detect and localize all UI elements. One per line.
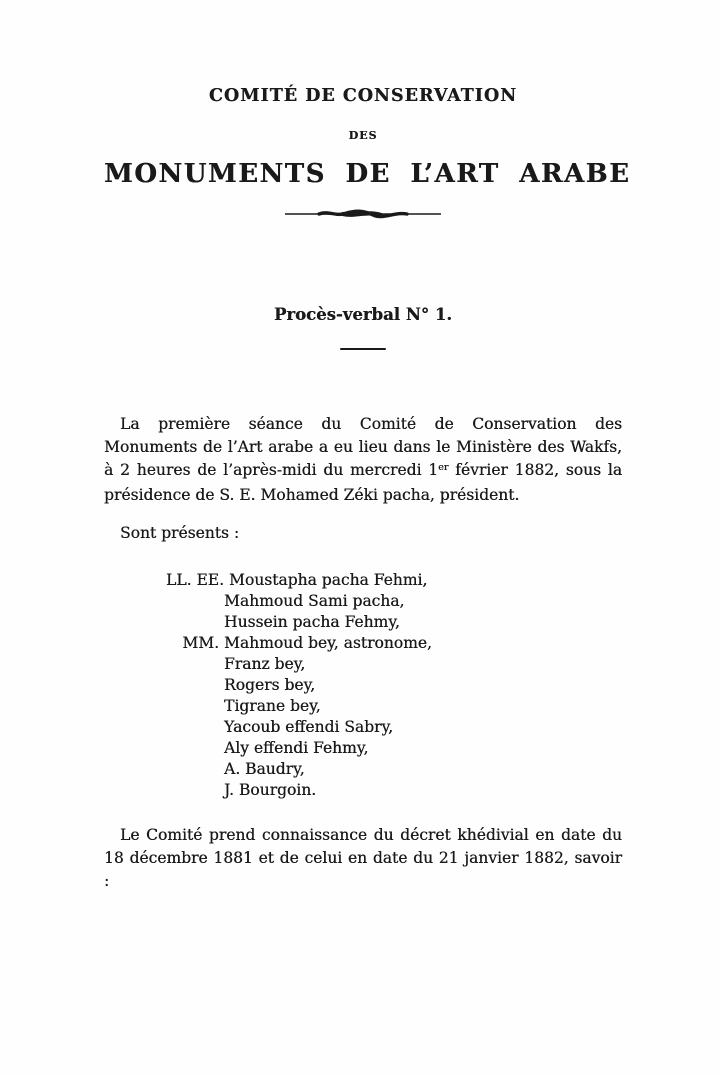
section-divider [340, 348, 386, 350]
document-header [104, 86, 631, 221]
attendee-name: Rogers bey, [224, 675, 316, 694]
section-title: Procès-verbal N° 1. [273, 305, 453, 325]
attendee-name: Moustapha pacha Fehmi, [229, 570, 428, 589]
attendee-name: J. Bourgoin. [224, 780, 317, 799]
attendee-prefix [166, 738, 224, 759]
committee-title-main: MONUMENTS DE L’ART ARABE [104, 158, 631, 189]
attendees-list [104, 570, 622, 801]
attendee-row [166, 780, 622, 801]
ornamental-rule-icon [283, 205, 443, 221]
attendee-prefix: MM. [182, 633, 219, 652]
attendee-row [166, 675, 622, 696]
attendee-prefix [166, 654, 224, 675]
attendee-name: Mahmoud bey, astronome, [224, 633, 432, 652]
opening-paragraph [104, 413, 622, 507]
attendee-name: Hussein pacha Fehmy, [224, 612, 400, 631]
attendee-name: Yacoub effendi Sabry, [224, 717, 394, 736]
attendee-prefix [166, 717, 224, 738]
attendee-row [166, 717, 622, 738]
attendee-name: Franz bey, [224, 654, 306, 673]
attendee-row [166, 612, 622, 633]
ornamental-divider [104, 205, 622, 221]
attendee-prefix [166, 675, 224, 696]
attendee-row [166, 570, 622, 591]
attendee-name: Mahmoud Sami pacha, [224, 591, 405, 610]
section-head [104, 307, 622, 350]
committee-title-des: DES [348, 128, 378, 142]
ordinal-superscript: er [438, 462, 449, 474]
closing-paragraph: Le Comité prend connaissance du décret khédivial en date du 18 décembre 1881 et de celui en date du 21 janvier 1882, savoir : [104, 825, 622, 890]
attendee-row [166, 759, 622, 780]
attendee-row [166, 696, 622, 717]
attendee-row [166, 738, 622, 759]
attendee-row [166, 654, 622, 675]
attendee-name: Tigrane bey, [224, 696, 321, 715]
attendee-prefix: LL. EE. [166, 570, 224, 589]
attendee-name: Aly effendi Fehmy, [224, 738, 369, 757]
attendee-prefix [166, 696, 224, 717]
attendee-row [166, 633, 622, 654]
presents-label: Sont présents : [120, 523, 240, 542]
attendee-prefix [166, 780, 224, 801]
attendee-prefix [166, 612, 224, 633]
attendee-prefix [166, 591, 224, 612]
attendee-prefix [166, 759, 224, 780]
attendee-name: A. Baudry, [224, 759, 305, 778]
opening-paragraph-part1: La première séance du Comité de Conservation des Monuments de l’Art arabe a eu lieu dans le Ministère des Wakfs, à 2 heures de l’après-midi du mercredi 1 [104, 414, 622, 479]
committee-title-top: COMITÉ DE CONSERVATION [208, 86, 518, 106]
attendee-row [166, 591, 622, 612]
opening-paragraph-part2: février 1882, sous la présidence de S. E. Mohamed Zéki pacha, président. [104, 460, 623, 504]
